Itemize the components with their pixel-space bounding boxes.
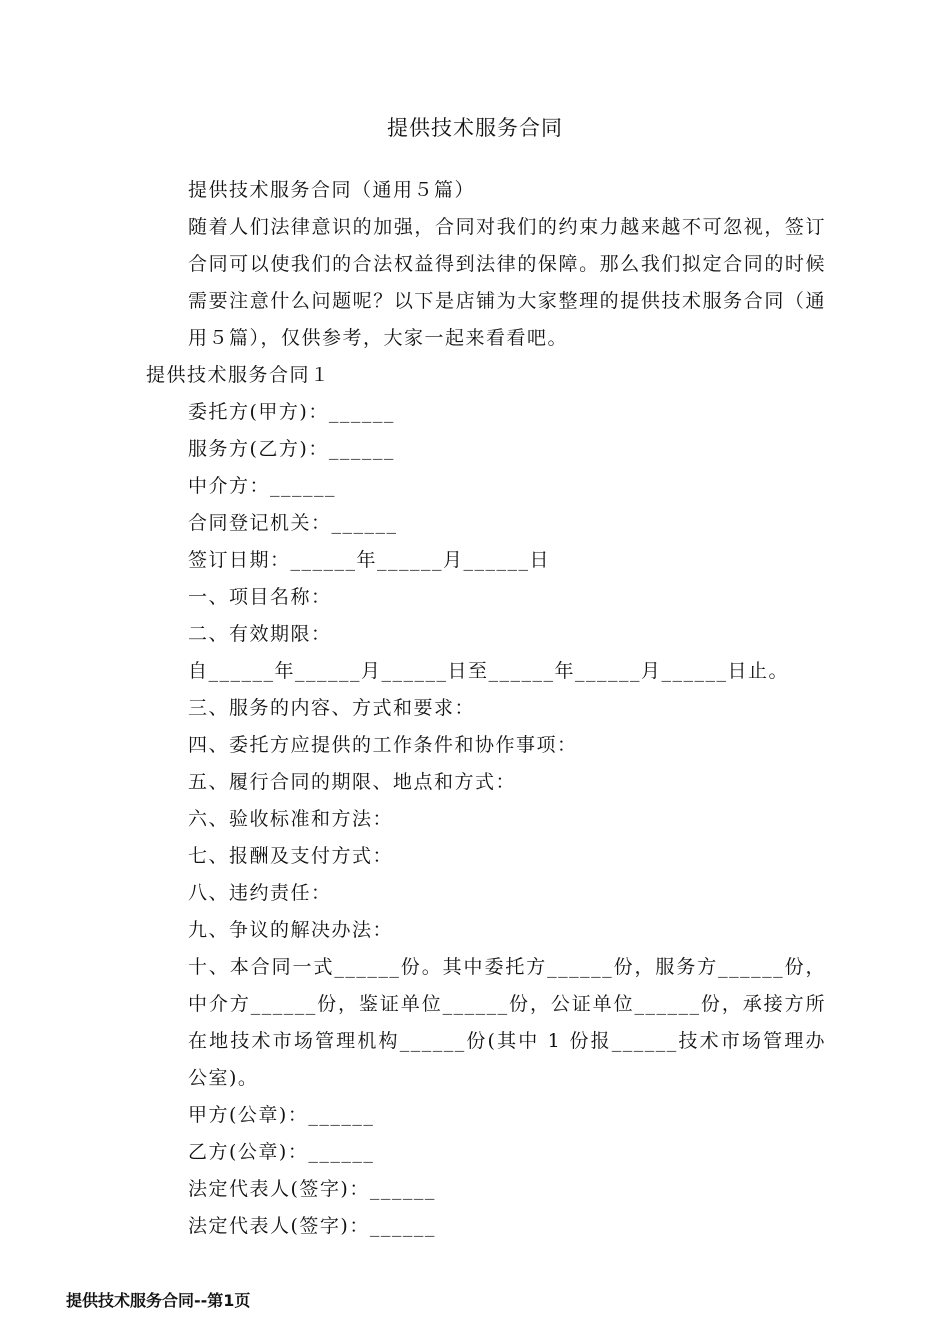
validity-date-range: 自______年______月______日至______年______月______日止。	[188, 660, 790, 682]
party-a-seal: 甲方(公章)：______	[188, 1104, 375, 1126]
intro-paragraph: 随着人们法律意识的加强，合同对我们的约束力越来越不可忽视，签订合同可以使我们的合法权益得到法律的保障。那么我们拟定合同的时候需要注意什么问题呢？以下是店铺为大家整理的提供技术服务合同（通用５篇），仅供参考，大家一起来看看吧。	[188, 216, 826, 349]
party-a-line: 委托方(甲方)：______	[188, 401, 395, 423]
clause-payment: 七、报酬及支付方式：	[188, 845, 394, 867]
clause-dispute-resolution: 九、争议的解决办法：	[188, 919, 394, 941]
signing-date-line: 签订日期：______年______月______日	[188, 549, 551, 571]
registration-authority-line: 合同登记机关：______	[188, 512, 398, 534]
document-title: 提供技术服务合同	[387, 116, 563, 140]
party-b-seal: 乙方(公章)：______	[188, 1141, 375, 1163]
clause-breach-liability: 八、违约责任：	[188, 882, 332, 904]
clause-working-conditions: 四、委托方应提供的工作条件和协作事项：	[188, 734, 578, 756]
document-body	[146, 172, 826, 1245]
clause-project-name: 一、项目名称：	[188, 586, 332, 608]
clause-performance-terms: 五、履行合同的期限、地点和方式：	[188, 771, 517, 793]
document-subtitle: 提供技术服务合同（通用５篇）	[188, 179, 476, 201]
clause-copies: 十、本合同一式______份。其中委托方______份，服务方______份，中介方______份，鉴证单位______份，公证单位______份，承接方所在地技术市场管理机构______份(其中 1 份报______技术市场管理办公室)。	[188, 956, 826, 1089]
intermediary-line: 中介方：______	[188, 475, 337, 497]
legal-representative-signature-a: 法定代表人(签字)：______	[188, 1178, 436, 1200]
page-footer: 提供技术服务合同--第1页	[66, 1291, 251, 1310]
legal-representative-signature-b: 法定代表人(签字)：______	[188, 1215, 436, 1237]
clause-acceptance-standards: 六、验收标准和方法：	[188, 808, 394, 830]
clause-service-content: 三、服务的内容、方式和要求：	[188, 697, 476, 719]
party-b-line: 服务方(乙方)：______	[188, 438, 395, 460]
section-heading: 提供技术服务合同１	[146, 364, 331, 386]
clause-validity-period: 二、有效期限：	[188, 623, 332, 645]
